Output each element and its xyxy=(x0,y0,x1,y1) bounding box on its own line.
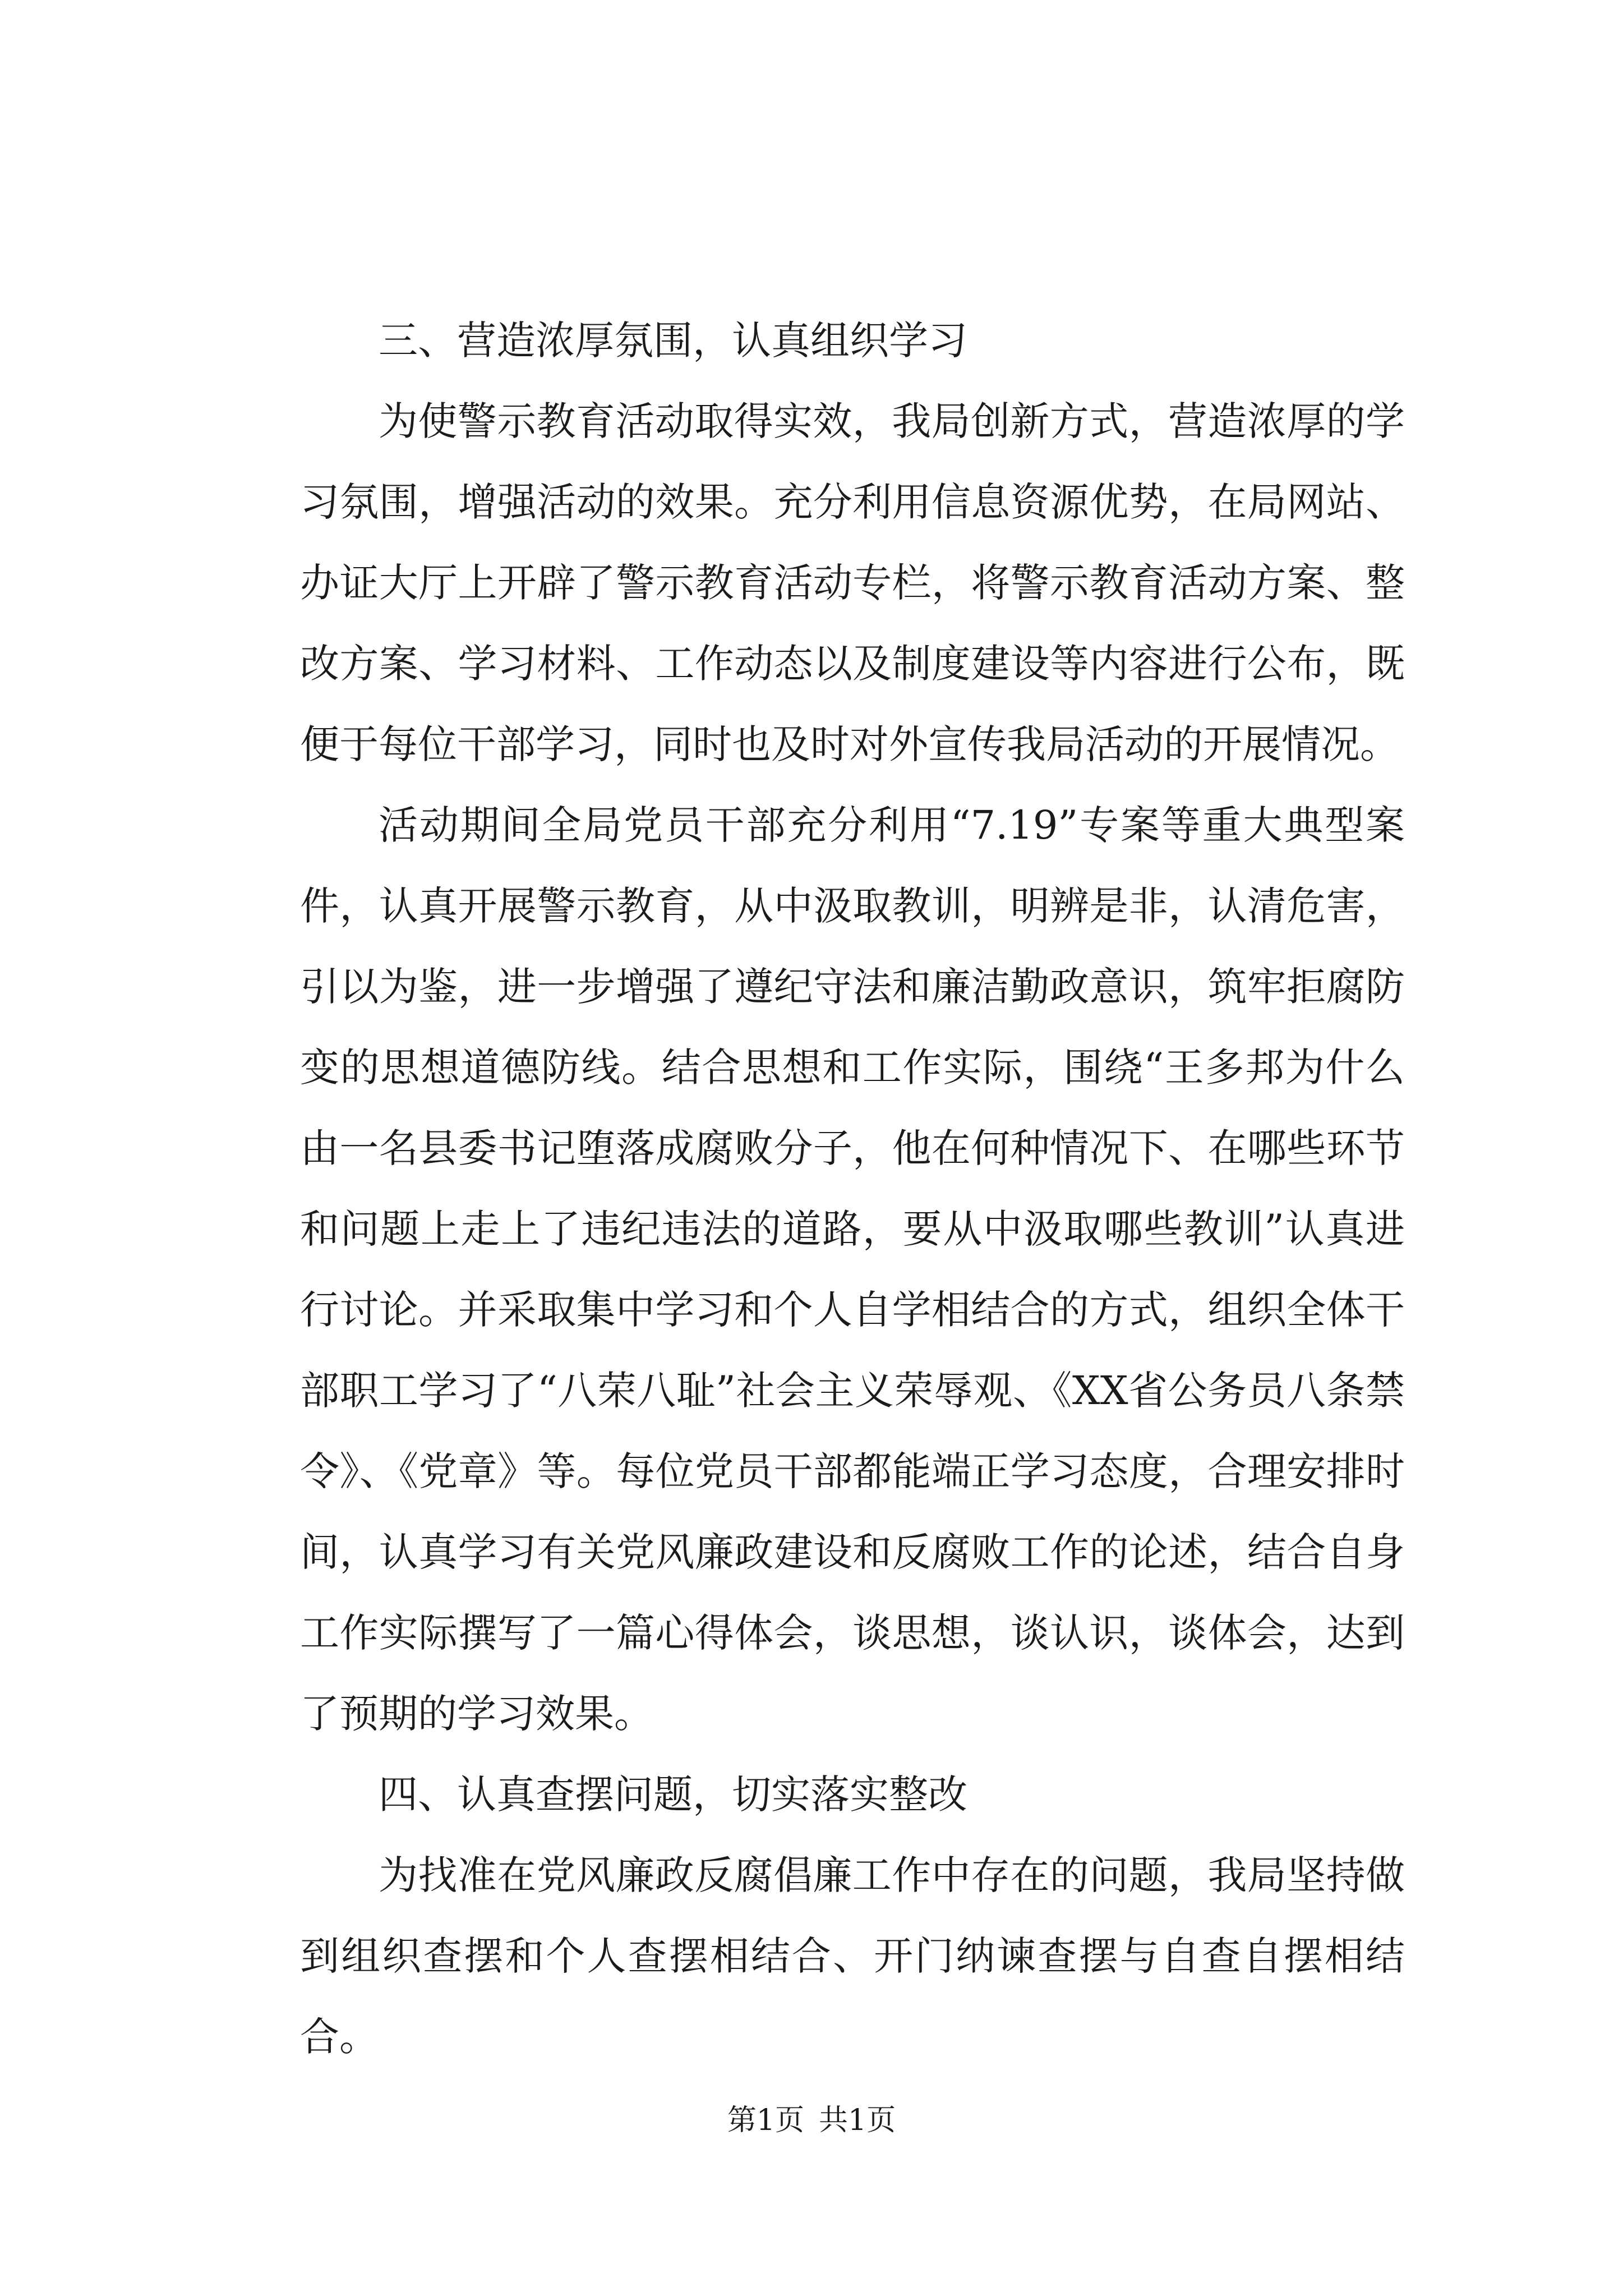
paragraph: 活动期间全局党员干部充分利用“7.19”专案等重大典型案件，认真开展警示教育，从中汲取教训，明辨是非，认清危害，引以为鉴，进一步增强了遵纪守法和廉洁勤政意识，筑牢拒腐防变的思想道德防线。结合思想和工作实际，围绕“王多邦为什么由一名县委书记堕落成腐败分子，他在何种情况下、在哪些环节和问题上走上了违纪违法的道路，要从中汲取哪些教训”认真进行讨论。并采取集中学习和个人自学相结合的方式，组织全体干部职工学习了“八荣八耻”社会主义荣辱观、《XX省公务员八条禁令》、《党章》等。每位党员干部都能端正学习态度，合理安排时间，认真学习有关党风廉政建设和反腐败工作的论述，结合自身工作实际撰写了一篇心得体会，谈思想，谈认识，谈体会，达到了预期的学习效果。 xyxy=(300,802,1405,1737)
page-footer xyxy=(0,2101,1623,2140)
document-body xyxy=(300,300,1405,2077)
paragraph: 为使警示教育活动取得实效，我局创新方式，营造浓厚的学习氛围，增强活动的效果。充分利用信息资源优势，在局网站、办证大厅上开辟了警示教育活动专栏，将警示教育活动方案、整改方案、学习材料、工作动态以及制度建设等内容进行公布，既便于每位干部学习，同时也及时对外宣传我局活动的开展情况。 xyxy=(300,398,1405,767)
section-heading-3: 三、营造浓厚氛围，认真组织学习 xyxy=(379,318,967,364)
paragraph: 为找准在党风廉政反腐倡廉工作中存在的问题，我局坚持做到组织查摆和个人查摆相结合、开门纳谏查摆与自查自摆相结合。 xyxy=(300,1852,1405,2060)
section-heading-4: 四、认真查摆问题，切实落实整改 xyxy=(379,1772,967,1818)
page-number: 第1页 xyxy=(727,2104,804,2137)
page-total: 共1页 xyxy=(819,2104,896,2137)
